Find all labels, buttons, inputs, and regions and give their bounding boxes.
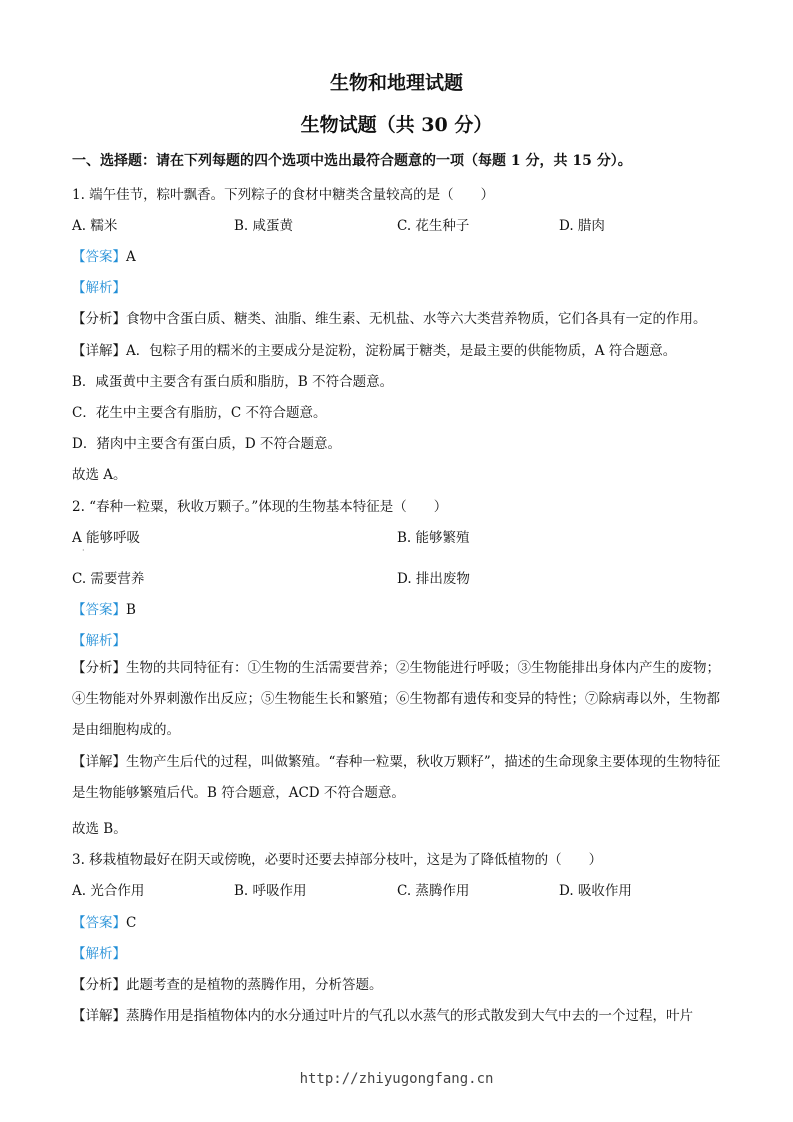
analysis-label: 【解析】 xyxy=(72,280,126,296)
q3-option-c: C. 蒸腾作用 xyxy=(397,883,470,899)
q2-analysis xyxy=(72,629,126,649)
q2-conclusion: 故选 B。 xyxy=(72,821,127,837)
q1-option-c: C. 花生种子 xyxy=(397,218,470,234)
q3-stem: 3. 移栽植物最好在阴天或傍晚，必要时还要去掉部分枝叶，这是为了降低植物的（ ） xyxy=(72,852,603,868)
q2-stem: 2. “春种一粒粟，秋收万颗子。”体现的生物基本特征是（ ） xyxy=(72,499,448,515)
q1-option-d: D. 腊肉 xyxy=(559,218,605,234)
q1-analysis xyxy=(72,276,126,296)
q1-conclusion: 故选 A。 xyxy=(72,467,127,483)
q2-option-a: A 能够呼吸 xyxy=(72,530,141,546)
q1-stem: 1. 端午佳节，粽叶飘香。下列粽子的食材中糖类含量较高的是（ ） xyxy=(72,187,495,203)
q2-option-c: C. 需要营养 xyxy=(72,571,145,587)
detail-text: 生物产生后代的过程，叫做繁殖。“春种一粒粟，秋收万颗籽”，描述的生命现象主要体现的生物特征是生物能够繁殖后代。B 符合题意，ACD 不符合题意。 xyxy=(72,754,721,801)
answer-label: 【答案】 xyxy=(72,915,126,931)
fenxi-text: 食物中含蛋白质、糖类、油脂、维生素、无机盐、水等六大类营养物质，它们各具有一定的作用。 xyxy=(126,311,707,327)
detail-label: 【详解】 xyxy=(72,343,126,359)
answer-value: B xyxy=(126,602,136,618)
q1-line-c: C．花生中主要含有脂肪，C 不符合题意。 xyxy=(72,405,327,421)
q3-analysis xyxy=(72,942,126,962)
q2-option-d: D. 排出废物 xyxy=(397,571,470,587)
q1-fenxi xyxy=(72,307,707,327)
q3-option-d: D. 吸收作用 xyxy=(559,883,632,899)
q2-option-b: B. 能够繁殖 xyxy=(397,530,470,546)
q3-option-a: A. 光合作用 xyxy=(72,883,145,899)
fenxi-label: 【分析】 xyxy=(72,977,126,993)
answer-label: 【答案】 xyxy=(72,602,126,618)
analysis-label: 【解析】 xyxy=(72,946,126,962)
answer-label: 【答案】 xyxy=(72,249,126,265)
detail-label: 【详解】 xyxy=(72,1008,126,1024)
section-heading: 一、选择题：请在下列每题的四个选项中选出最符合题意的一项（每题 1 分，共 15 分）。 xyxy=(72,153,632,169)
answer-value: A xyxy=(126,249,136,265)
analysis-label: 【解析】 xyxy=(72,633,126,649)
q3-answer xyxy=(72,911,136,931)
q1-line-d: D．猪肉中主要含有蛋白质，D 不符合题意。 xyxy=(72,436,341,452)
detail-text: A．包粽子用的糯米的主要成分是淀粉，淀粉属于糖类，是最主要的供能物质，A 符合题意。 xyxy=(126,343,677,359)
stray-dot: · xyxy=(82,546,85,555)
q1-detail xyxy=(72,339,676,359)
q3-detail xyxy=(72,1004,693,1024)
fenxi-label: 【分析】 xyxy=(72,311,126,327)
q1-option-a: A. 糯米 xyxy=(72,218,118,234)
page-title: 生物和地理试题 xyxy=(329,72,463,94)
fenxi-label: 【分析】 xyxy=(72,660,126,676)
q2-detail xyxy=(72,747,722,809)
fenxi-text: 此题考查的是植物的蒸腾作用，分析答题。 xyxy=(126,977,383,993)
q3-option-b: B. 呼吸作用 xyxy=(234,883,307,899)
footer-url: http://zhiyugongfang.cn xyxy=(299,1071,494,1087)
detail-text: 蒸腾作用是指植物体内的水分通过叶片的气孔以水蒸气的形式散发到大气中去的一个过程，叶片 xyxy=(126,1008,693,1024)
q2-fenxi xyxy=(72,653,722,746)
fenxi-text: 生物的共同特征有：①生物的生活需要营养；②生物能进行呼吸；③生物能排出身体内产生的废物；④生物能对外界刺激作出反应；⑤生物能生长和繁殖；⑥生物都有遗传和变异的特性；⑦除病毒以外，生物都是由细胞构成的。 xyxy=(72,660,720,738)
detail-label: 【详解】 xyxy=(72,754,126,770)
page-subtitle: 生物试题（共 30 分） xyxy=(300,114,493,136)
q2-answer xyxy=(72,598,136,618)
q1-line-b: B．咸蛋黄中主要含有蛋白质和脂肪，B 不符合题意。 xyxy=(72,374,394,390)
q1-answer xyxy=(72,245,136,265)
q3-fenxi xyxy=(72,973,383,993)
q1-option-b: B. 咸蛋黄 xyxy=(234,218,294,234)
answer-value: C xyxy=(126,915,137,931)
